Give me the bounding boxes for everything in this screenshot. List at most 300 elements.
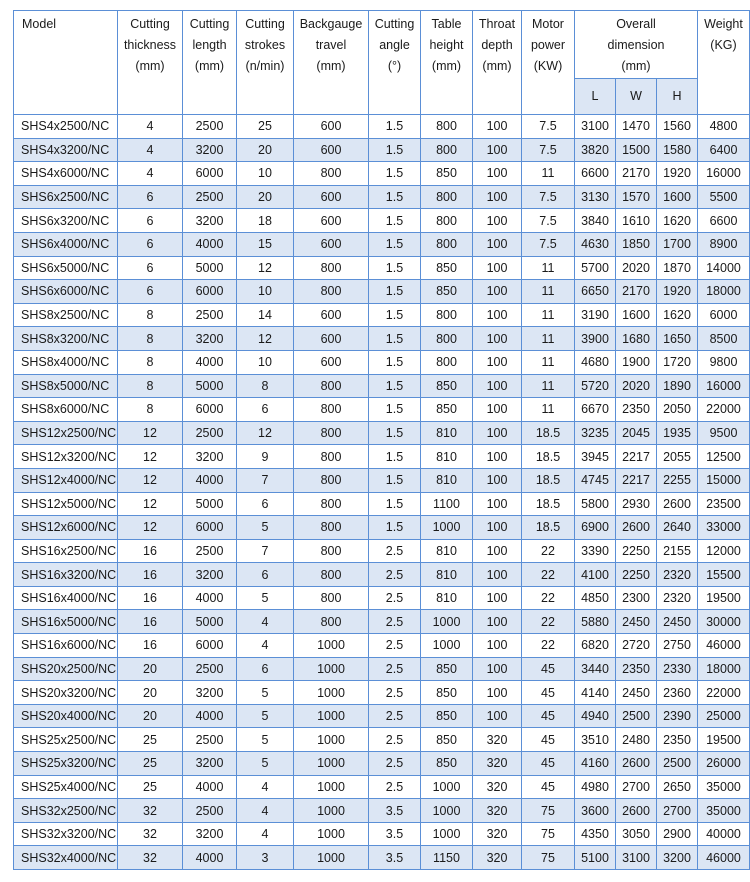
cell-motor-power: 11: [522, 303, 575, 327]
cell-table-height: 850: [421, 704, 473, 728]
cell-table-height: 850: [421, 752, 473, 776]
cell-dim-w: 1570: [616, 185, 657, 209]
cell-dim-l: 3900: [575, 327, 616, 351]
table-row: [14, 185, 750, 209]
cell-dim-w: 1610: [616, 209, 657, 233]
cell-dim-h: 2155: [657, 539, 698, 563]
cell-cutting-length: 6000: [183, 516, 237, 540]
cell-dim-l: 3820: [575, 138, 616, 162]
cell-weight: 22000: [698, 398, 750, 422]
cell-weight: 18000: [698, 657, 750, 681]
cell-cutting-angle: 2.5: [369, 563, 421, 587]
cell-dim-l: 3600: [575, 799, 616, 823]
cell-model: SHS6x5000/NC: [14, 256, 118, 280]
cell-dim-l: 3190: [575, 303, 616, 327]
cell-cutting-angle: 1.5: [369, 468, 421, 492]
cell-weight: 14000: [698, 256, 750, 280]
cell-cutting-thickness: 16: [118, 539, 183, 563]
cell-cutting-angle: 2.5: [369, 752, 421, 776]
cell-weight: 9800: [698, 350, 750, 374]
cell-cutting-angle: 2.5: [369, 704, 421, 728]
cell-cutting-thickness: 4: [118, 138, 183, 162]
cell-model: SHS20x2500/NC: [14, 657, 118, 681]
cell-backgauge-travel: 1000: [294, 634, 369, 658]
cell-cutting-length: 3200: [183, 681, 237, 705]
cell-cutting-thickness: 32: [118, 799, 183, 823]
cell-cutting-angle: 1.5: [369, 256, 421, 280]
cell-dim-w: 2600: [616, 516, 657, 540]
cell-backgauge-travel: 600: [294, 350, 369, 374]
cell-cutting-thickness: 20: [118, 657, 183, 681]
cell-motor-power: 45: [522, 728, 575, 752]
cell-cutting-length: 2500: [183, 539, 237, 563]
cell-weight: 6600: [698, 209, 750, 233]
cell-dim-h: 3200: [657, 846, 698, 870]
cell-cutting-angle: 1.5: [369, 138, 421, 162]
header-backgauge-travel: Backgauge travel (mm): [294, 11, 369, 115]
table-body: [14, 115, 750, 870]
cell-dim-w: 3100: [616, 846, 657, 870]
cell-cutting-thickness: 4: [118, 162, 183, 186]
cell-cutting-strokes: 5: [237, 704, 294, 728]
cell-dim-l: 6900: [575, 516, 616, 540]
cell-cutting-thickness: 12: [118, 516, 183, 540]
header-model: Model: [14, 11, 118, 115]
cell-dim-h: 2700: [657, 799, 698, 823]
cell-dim-w: 1600: [616, 303, 657, 327]
cell-model: SHS6x6000/NC: [14, 280, 118, 304]
cell-motor-power: 11: [522, 256, 575, 280]
cell-dim-w: 2700: [616, 775, 657, 799]
cell-cutting-thickness: 20: [118, 704, 183, 728]
cell-throat-depth: 100: [473, 350, 522, 374]
cell-dim-h: 1620: [657, 303, 698, 327]
cell-model: SHS8x6000/NC: [14, 398, 118, 422]
cell-dim-l: 5700: [575, 256, 616, 280]
cell-cutting-length: 2500: [183, 185, 237, 209]
cell-throat-depth: 100: [473, 398, 522, 422]
cell-dim-l: 6820: [575, 634, 616, 658]
cell-table-height: 850: [421, 398, 473, 422]
cell-cutting-length: 5000: [183, 256, 237, 280]
cell-dim-h: 1920: [657, 162, 698, 186]
cell-cutting-angle: 2.5: [369, 610, 421, 634]
cell-cutting-thickness: 6: [118, 256, 183, 280]
cell-cutting-angle: 1.5: [369, 162, 421, 186]
cell-model: SHS8x5000/NC: [14, 374, 118, 398]
cell-dim-w: 2600: [616, 799, 657, 823]
cell-dim-h: 2360: [657, 681, 698, 705]
cell-dim-l: 6600: [575, 162, 616, 186]
table-row: [14, 752, 750, 776]
cell-weight: 46000: [698, 846, 750, 870]
cell-motor-power: 22: [522, 539, 575, 563]
cell-motor-power: 11: [522, 374, 575, 398]
cell-cutting-length: 4000: [183, 350, 237, 374]
cell-cutting-thickness: 16: [118, 610, 183, 634]
cell-throat-depth: 100: [473, 681, 522, 705]
cell-model: SHS6x4000/NC: [14, 232, 118, 256]
cell-motor-power: 7.5: [522, 115, 575, 139]
cell-cutting-thickness: 8: [118, 327, 183, 351]
cell-table-height: 800: [421, 115, 473, 139]
cell-table-height: 1000: [421, 634, 473, 658]
cell-model: SHS12x2500/NC: [14, 421, 118, 445]
cell-motor-power: 11: [522, 350, 575, 374]
cell-dim-w: 2020: [616, 256, 657, 280]
cell-cutting-length: 5000: [183, 492, 237, 516]
cell-weight: 4800: [698, 115, 750, 139]
cell-model: SHS12x6000/NC: [14, 516, 118, 540]
cell-model: SHS16x5000/NC: [14, 610, 118, 634]
cell-dim-l: 3130: [575, 185, 616, 209]
cell-throat-depth: 100: [473, 563, 522, 587]
cell-backgauge-travel: 600: [294, 209, 369, 233]
cell-backgauge-travel: 600: [294, 327, 369, 351]
cell-cutting-strokes: 12: [237, 256, 294, 280]
cell-cutting-strokes: 5: [237, 681, 294, 705]
cell-cutting-thickness: 6: [118, 185, 183, 209]
cell-table-height: 1000: [421, 799, 473, 823]
cell-weight: 16000: [698, 374, 750, 398]
cell-dim-h: 1560: [657, 115, 698, 139]
cell-throat-depth: 100: [473, 374, 522, 398]
table-row: [14, 846, 750, 870]
cell-dim-l: 4980: [575, 775, 616, 799]
table-row: [14, 634, 750, 658]
cell-throat-depth: 320: [473, 752, 522, 776]
header-cutting-length: Cutting length (mm): [183, 11, 237, 115]
table-row: [14, 822, 750, 846]
cell-motor-power: 22: [522, 586, 575, 610]
cell-throat-depth: 100: [473, 162, 522, 186]
cell-dim-h: 2640: [657, 516, 698, 540]
cell-dim-l: 3390: [575, 539, 616, 563]
cell-backgauge-travel: 800: [294, 492, 369, 516]
cell-throat-depth: 100: [473, 445, 522, 469]
cell-cutting-length: 3200: [183, 445, 237, 469]
cell-dim-h: 1580: [657, 138, 698, 162]
cell-throat-depth: 320: [473, 822, 522, 846]
table-row: [14, 610, 750, 634]
cell-dim-w: 1500: [616, 138, 657, 162]
cell-cutting-length: 2500: [183, 421, 237, 445]
table-header: [14, 11, 750, 115]
cell-cutting-length: 6000: [183, 280, 237, 304]
cell-table-height: 810: [421, 445, 473, 469]
cell-dim-l: 3510: [575, 728, 616, 752]
cell-model: SHS12x4000/NC: [14, 468, 118, 492]
cell-dim-w: 2600: [616, 752, 657, 776]
cell-dim-h: 2650: [657, 775, 698, 799]
cell-cutting-length: 4000: [183, 232, 237, 256]
cell-throat-depth: 100: [473, 256, 522, 280]
cell-backgauge-travel: 800: [294, 374, 369, 398]
cell-weight: 16000: [698, 162, 750, 186]
cell-model: SHS16x4000/NC: [14, 586, 118, 610]
cell-cutting-thickness: 12: [118, 445, 183, 469]
cell-motor-power: 11: [522, 280, 575, 304]
cell-dim-l: 3440: [575, 657, 616, 681]
cell-weight: 8900: [698, 232, 750, 256]
cell-dim-h: 1720: [657, 350, 698, 374]
cell-backgauge-travel: 600: [294, 303, 369, 327]
cell-table-height: 800: [421, 185, 473, 209]
cell-backgauge-travel: 600: [294, 138, 369, 162]
cell-cutting-angle: 1.5: [369, 209, 421, 233]
cell-backgauge-travel: 800: [294, 256, 369, 280]
cell-dim-w: 2480: [616, 728, 657, 752]
cell-cutting-thickness: 8: [118, 303, 183, 327]
cell-model: SHS20x4000/NC: [14, 704, 118, 728]
cell-cutting-strokes: 5: [237, 752, 294, 776]
table-row: [14, 704, 750, 728]
cell-cutting-angle: 2.5: [369, 634, 421, 658]
cell-cutting-angle: 1.5: [369, 374, 421, 398]
cell-dim-h: 1650: [657, 327, 698, 351]
cell-cutting-thickness: 32: [118, 846, 183, 870]
cell-dim-h: 2600: [657, 492, 698, 516]
cell-dim-h: 2330: [657, 657, 698, 681]
cell-motor-power: 7.5: [522, 185, 575, 209]
cell-model: SHS20x3200/NC: [14, 681, 118, 705]
cell-cutting-strokes: 4: [237, 799, 294, 823]
cell-table-height: 810: [421, 421, 473, 445]
cell-model: SHS8x4000/NC: [14, 350, 118, 374]
cell-cutting-strokes: 10: [237, 350, 294, 374]
cell-table-height: 1000: [421, 775, 473, 799]
cell-model: SHS16x2500/NC: [14, 539, 118, 563]
cell-dim-h: 1890: [657, 374, 698, 398]
cell-cutting-angle: 1.5: [369, 303, 421, 327]
cell-cutting-length: 2500: [183, 728, 237, 752]
cell-cutting-thickness: 16: [118, 586, 183, 610]
cell-dim-w: 1680: [616, 327, 657, 351]
table-row: [14, 115, 750, 139]
table-row: [14, 775, 750, 799]
cell-backgauge-travel: 800: [294, 468, 369, 492]
cell-dim-l: 5100: [575, 846, 616, 870]
cell-cutting-length: 3200: [183, 138, 237, 162]
cell-dim-l: 3840: [575, 209, 616, 233]
cell-motor-power: 75: [522, 822, 575, 846]
cell-throat-depth: 100: [473, 539, 522, 563]
cell-backgauge-travel: 1000: [294, 704, 369, 728]
cell-dim-h: 2900: [657, 822, 698, 846]
cell-cutting-thickness: 16: [118, 563, 183, 587]
cell-cutting-length: 3200: [183, 822, 237, 846]
cell-cutting-length: 6000: [183, 162, 237, 186]
cell-cutting-length: 3200: [183, 563, 237, 587]
cell-table-height: 800: [421, 209, 473, 233]
cell-throat-depth: 100: [473, 232, 522, 256]
cell-dim-h: 1920: [657, 280, 698, 304]
cell-cutting-strokes: 6: [237, 657, 294, 681]
cell-dim-w: 2350: [616, 657, 657, 681]
cell-cutting-length: 3200: [183, 752, 237, 776]
cell-dim-h: 2055: [657, 445, 698, 469]
cell-cutting-strokes: 8: [237, 374, 294, 398]
cell-dim-h: 1620: [657, 209, 698, 233]
cell-dim-l: 4745: [575, 468, 616, 492]
cell-table-height: 1100: [421, 492, 473, 516]
cell-throat-depth: 100: [473, 209, 522, 233]
cell-dim-w: 2045: [616, 421, 657, 445]
cell-weight: 25000: [698, 704, 750, 728]
table-row: [14, 681, 750, 705]
cell-motor-power: 11: [522, 327, 575, 351]
cell-backgauge-travel: 800: [294, 398, 369, 422]
cell-dim-w: 2930: [616, 492, 657, 516]
cell-cutting-thickness: 8: [118, 398, 183, 422]
cell-weight: 15500: [698, 563, 750, 587]
cell-cutting-strokes: 20: [237, 138, 294, 162]
cell-cutting-angle: 1.5: [369, 280, 421, 304]
cell-backgauge-travel: 1000: [294, 775, 369, 799]
cell-backgauge-travel: 1000: [294, 846, 369, 870]
cell-throat-depth: 100: [473, 657, 522, 681]
table-row: [14, 657, 750, 681]
table-row: [14, 303, 750, 327]
table-row: [14, 209, 750, 233]
table-row: [14, 728, 750, 752]
cell-dim-w: 2250: [616, 563, 657, 587]
cell-cutting-strokes: 15: [237, 232, 294, 256]
cell-throat-depth: 320: [473, 728, 522, 752]
cell-dim-l: 3945: [575, 445, 616, 469]
cell-cutting-strokes: 12: [237, 327, 294, 351]
cell-weight: 15000: [698, 468, 750, 492]
cell-cutting-angle: 1.5: [369, 492, 421, 516]
cell-dim-w: 2217: [616, 468, 657, 492]
cell-backgauge-travel: 600: [294, 232, 369, 256]
cell-cutting-length: 4000: [183, 704, 237, 728]
cell-table-height: 1000: [421, 516, 473, 540]
cell-model: SHS32x2500/NC: [14, 799, 118, 823]
cell-model: SHS32x4000/NC: [14, 846, 118, 870]
cell-throat-depth: 100: [473, 586, 522, 610]
table-row: [14, 468, 750, 492]
header-dim-h: H: [657, 79, 698, 115]
cell-dim-w: 2720: [616, 634, 657, 658]
cell-motor-power: 18.5: [522, 421, 575, 445]
cell-cutting-thickness: 8: [118, 350, 183, 374]
cell-cutting-angle: 2.5: [369, 657, 421, 681]
cell-table-height: 1150: [421, 846, 473, 870]
cell-model: SHS8x3200/NC: [14, 327, 118, 351]
cell-cutting-length: 4000: [183, 468, 237, 492]
cell-backgauge-travel: 800: [294, 563, 369, 587]
cell-backgauge-travel: 800: [294, 539, 369, 563]
cell-backgauge-travel: 600: [294, 185, 369, 209]
cell-motor-power: 75: [522, 799, 575, 823]
cell-throat-depth: 100: [473, 634, 522, 658]
cell-throat-depth: 100: [473, 327, 522, 351]
cell-cutting-thickness: 32: [118, 822, 183, 846]
cell-throat-depth: 100: [473, 303, 522, 327]
cell-motor-power: 45: [522, 775, 575, 799]
header-cutting-thickness: Cutting thickness (mm): [118, 11, 183, 115]
cell-motor-power: 18.5: [522, 516, 575, 540]
cell-model: SHS6x2500/NC: [14, 185, 118, 209]
cell-model: SHS16x6000/NC: [14, 634, 118, 658]
cell-cutting-strokes: 12: [237, 421, 294, 445]
cell-cutting-length: 4000: [183, 775, 237, 799]
table-row: [14, 563, 750, 587]
cell-cutting-strokes: 4: [237, 775, 294, 799]
cell-table-height: 850: [421, 162, 473, 186]
cell-cutting-length: 3200: [183, 327, 237, 351]
cell-dim-l: 3100: [575, 115, 616, 139]
cell-model: SHS6x3200/NC: [14, 209, 118, 233]
cell-weight: 19500: [698, 586, 750, 610]
cell-table-height: 850: [421, 280, 473, 304]
cell-cutting-strokes: 10: [237, 162, 294, 186]
cell-cutting-strokes: 25: [237, 115, 294, 139]
cell-cutting-angle: 3.5: [369, 822, 421, 846]
table-row: [14, 350, 750, 374]
cell-motor-power: 45: [522, 681, 575, 705]
cell-model: SHS12x3200/NC: [14, 445, 118, 469]
cell-cutting-strokes: 6: [237, 492, 294, 516]
cell-model: SHS32x3200/NC: [14, 822, 118, 846]
cell-table-height: 800: [421, 327, 473, 351]
cell-backgauge-travel: 1000: [294, 822, 369, 846]
cell-dim-l: 6670: [575, 398, 616, 422]
cell-dim-l: 4850: [575, 586, 616, 610]
cell-dim-w: 2500: [616, 704, 657, 728]
cell-dim-w: 2450: [616, 681, 657, 705]
cell-dim-h: 1700: [657, 232, 698, 256]
cell-weight: 22000: [698, 681, 750, 705]
cell-weight: 12000: [698, 539, 750, 563]
cell-dim-w: 1850: [616, 232, 657, 256]
table-row: [14, 516, 750, 540]
cell-cutting-length: 5000: [183, 610, 237, 634]
cell-table-height: 800: [421, 232, 473, 256]
cell-weight: 26000: [698, 752, 750, 776]
cell-cutting-thickness: 12: [118, 421, 183, 445]
cell-motor-power: 7.5: [522, 138, 575, 162]
cell-throat-depth: 100: [473, 115, 522, 139]
cell-cutting-angle: 1.5: [369, 398, 421, 422]
cell-dim-w: 2170: [616, 162, 657, 186]
cell-motor-power: 18.5: [522, 445, 575, 469]
cell-table-height: 850: [421, 728, 473, 752]
cell-dim-h: 2390: [657, 704, 698, 728]
cell-weight: 6400: [698, 138, 750, 162]
cell-cutting-length: 2500: [183, 657, 237, 681]
cell-motor-power: 22: [522, 563, 575, 587]
cell-backgauge-travel: 800: [294, 421, 369, 445]
cell-cutting-thickness: 25: [118, 775, 183, 799]
cell-weight: 40000: [698, 822, 750, 846]
cell-backgauge-travel: 1000: [294, 728, 369, 752]
cell-backgauge-travel: 800: [294, 280, 369, 304]
cell-cutting-angle: 2.5: [369, 681, 421, 705]
cell-cutting-thickness: 6: [118, 232, 183, 256]
cell-dim-l: 5800: [575, 492, 616, 516]
header-dim-w: W: [616, 79, 657, 115]
cell-cutting-strokes: 7: [237, 539, 294, 563]
cell-throat-depth: 320: [473, 846, 522, 870]
cell-backgauge-travel: 600: [294, 115, 369, 139]
cell-throat-depth: 100: [473, 704, 522, 728]
cell-dim-l: 4160: [575, 752, 616, 776]
cell-dim-h: 2500: [657, 752, 698, 776]
cell-dim-w: 2250: [616, 539, 657, 563]
table-row: [14, 799, 750, 823]
